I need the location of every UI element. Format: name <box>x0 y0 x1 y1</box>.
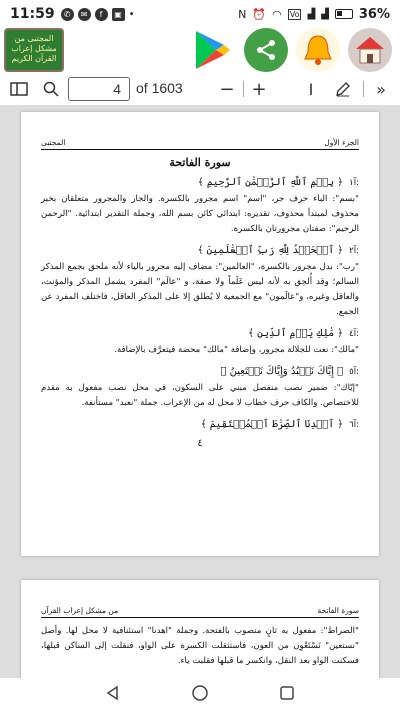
ayah-line <box>41 245 359 256</box>
irab-paragraph: "الصراط": مفعول به ثانٍ منصوب بالفتحة. وجملة "اهدنا" استئنافية لا محل لها. وأصل "نستعين" نَسْتَعْوِن من العون، فاستثقلت الكسرة على الواو، فنقلت إلى الساكن قبلها، فسكنت الواو بعد النقل، وانكسر ما قبلها فقلبت ياء. <box>41 626 359 666</box>
ayah-ref: آ٢: <box>349 245 359 256</box>
header-right: سورة الفاتحة <box>317 606 359 615</box>
wifi-icon: ◠ <box>272 7 282 21</box>
system-icons <box>238 7 390 22</box>
ayah-line <box>41 419 359 430</box>
signal-icon: ▟ <box>307 8 316 20</box>
play-store-icon[interactable] <box>190 28 234 72</box>
ayah-text: ﴿ إِيَّاكَ نَعۡبُدُ وَإِيَّاكَ نَسۡتَعِينُ ﴾ <box>220 366 344 377</box>
home-button[interactable] <box>191 684 209 706</box>
pdf-toolbar <box>0 72 400 106</box>
ayah-ref: آ٤: <box>349 328 359 339</box>
recents-button[interactable] <box>279 685 295 705</box>
back-button[interactable] <box>105 685 121 705</box>
header-left: المجتبى <box>41 138 66 147</box>
notification-bell-icon[interactable] <box>296 28 340 72</box>
battery-percent: 36% <box>358 6 390 22</box>
pdf-viewer[interactable] <box>0 106 400 678</box>
sura-title: سورة الفاتحة <box>169 156 231 169</box>
volte-icon: Vo <box>289 9 300 19</box>
signal2-icon: ▟ <box>321 8 329 20</box>
search-icon[interactable] <box>36 74 66 104</box>
ayah-line <box>41 177 359 188</box>
facebook-icon: f <box>95 8 108 21</box>
zoom-in-button[interactable]: + <box>251 78 267 100</box>
draw-icon[interactable] <box>328 74 358 104</box>
zoom-out-button[interactable]: − <box>219 78 235 100</box>
toolbar-divider-2 <box>363 81 364 97</box>
irab-paragraph: "مالك": نعت للجلالة مجرور، وإضافة "مالك" محضة فيتعرَّف بالإضافة. <box>114 345 359 355</box>
ayah-text: ﴿ بِسۡمِ ٱللَّهِ ٱلرَّحۡمَٰنِ ٱلرَّحِيمِ ﴾ <box>197 177 344 188</box>
messenger-icon: ✉ <box>78 8 91 21</box>
gallery-icon: ▣ <box>112 8 125 21</box>
ayah-ref: آ٥: <box>349 366 359 377</box>
irab-paragraph: "إيّاك": ضمير نصب منفصل مبني على السكون، في محل نصب مفعول به مقدم للاختصاص. والكاف حرف خطاب لا محل له من الإعراب. جملة "نعبد" مستأنفة. <box>41 383 359 408</box>
page-number: ٤ <box>197 438 203 449</box>
battery-icon <box>335 9 353 19</box>
irab-paragraph: "بسم": الباء حرف جر، "اسم" اسم مجرور بالكسرة. والجار والمجرور متعلقان بخبر محذوف لمبتدأ محذوف، تقديره: ابتدائي كائن بسم الله، وجملة التقدير ابتدائية. "الرحمن الرحيم": صفتان مجرورتان بالكسرة. <box>41 194 359 234</box>
alarm-icon: ⏰ <box>252 7 267 21</box>
page-header <box>41 580 359 618</box>
app-logo <box>4 28 64 72</box>
app-bar <box>0 28 400 72</box>
app-logo-text: المجتبى من مشكل إعراب القرآن الكريم <box>11 34 57 63</box>
header-right: الجزء الأول <box>324 138 359 147</box>
page-header <box>41 112 359 150</box>
page-number-input[interactable]: 4 <box>68 77 130 101</box>
ayah-ref: آ١: <box>349 177 359 188</box>
status-time: 11:59 <box>10 6 55 22</box>
ayah-ref: آ٦: <box>349 419 359 430</box>
text-select-icon[interactable]: I <box>308 79 314 99</box>
ayah-text: ﴿ ٱلۡحَمۡدُ لِلَّهِ رَبِّ ٱلۡعَٰلَمِينَ ﴾ <box>197 245 344 256</box>
ayah-line <box>41 328 359 339</box>
ayah-text: ﴿ ٱهۡدِنَا ٱلصِّرَٰطَ ٱلۡمُسۡتَقِيمَ ﴾ <box>200 419 344 430</box>
share-icon[interactable] <box>244 28 288 72</box>
more-tools-icon[interactable]: » <box>376 79 386 99</box>
more-notifications-icon: • <box>128 8 135 20</box>
whatsapp-icon: ✆ <box>61 8 74 21</box>
header-left: من مشكل إعراب القرآن <box>41 606 119 615</box>
sidebar-toggle-icon[interactable] <box>4 74 34 104</box>
home-icon[interactable] <box>348 28 392 72</box>
page-total-label: of 1603 <box>136 80 183 96</box>
system-nav-bar <box>0 678 400 711</box>
ayah-text: ﴿ مَٰلِكِ يَوۡمِ ٱلدِّينِ ﴾ <box>248 328 344 339</box>
nfc-icon: N <box>238 7 247 21</box>
pdf-page <box>21 112 379 556</box>
notification-icons <box>61 8 135 21</box>
irab-paragraph: "رب": بدل مجرور بالكسرة، "العالمين": مضاف إليه مجرور بالياء لأنه ملحق بجمع المذكر السالم؛ وقد أُلحِق به لأنه ليس عَلَماً ولا صفة، و "عالَم" المفرد يشمل المذكر والمؤنث، والعاقل وغيره، و"عالَمون" مع الجمعية لا يُطلق إلا على المذكر العاقل، فاختلف المفرد عن الجمع. <box>41 262 359 317</box>
pdf-page <box>21 580 379 678</box>
status-bar <box>0 0 400 28</box>
ayah-line <box>41 366 359 377</box>
